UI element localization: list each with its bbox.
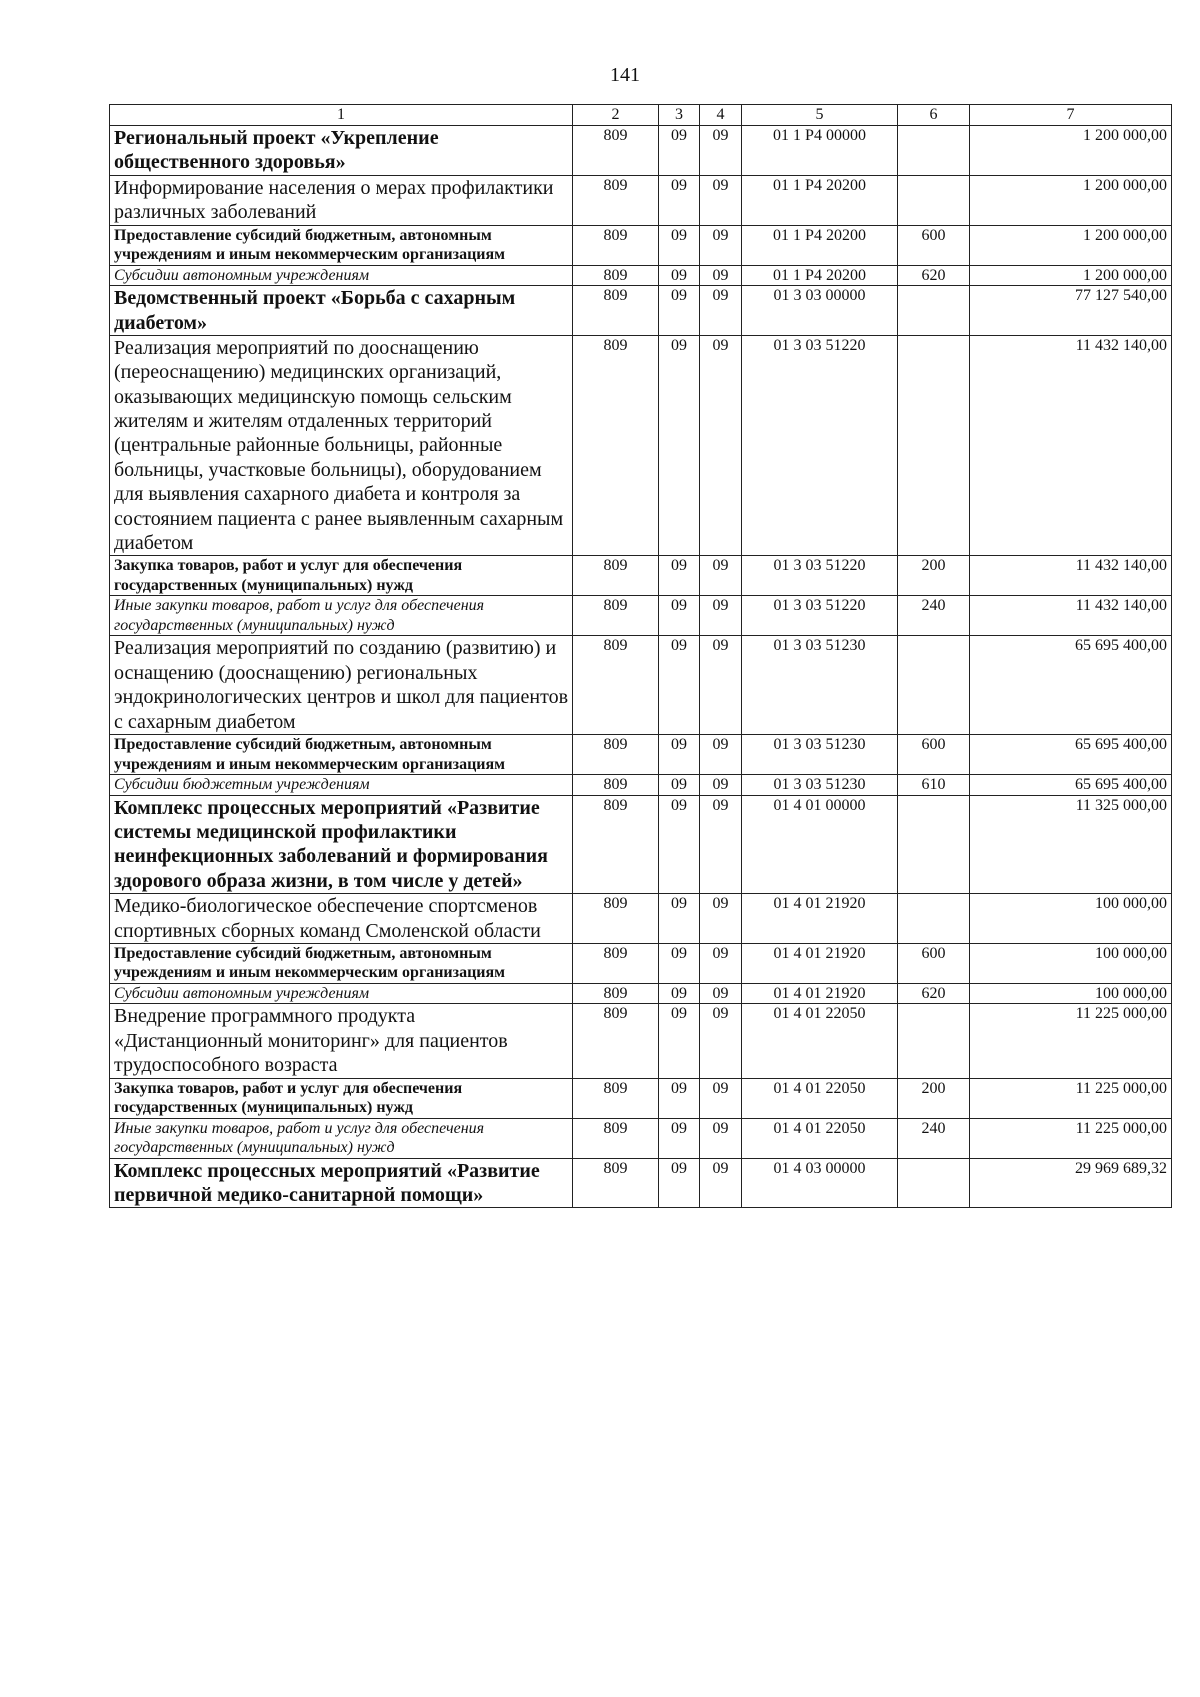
code-expense-type: 600 [898, 943, 970, 983]
code-section: 09 [659, 1118, 700, 1158]
item-name: Комплекс процессных мероприятий «Развитие системы медицинской профилактики неинфекционных заболеваний и формирования здорового образа жизни, в том числе у детей» [110, 795, 573, 894]
code-target-article: 01 1 Р4 20200 [742, 175, 898, 225]
table-row [110, 1078, 1172, 1118]
table-row [110, 335, 1172, 556]
amount: 65 695 400,00 [970, 735, 1172, 775]
item-name: Закупка товаров, работ и услуг для обеспечения государственных (муниципальных) нужд [110, 1078, 573, 1118]
code-expense-type [898, 175, 970, 225]
code-section: 09 [659, 983, 700, 1004]
code-expense-type [898, 1158, 970, 1208]
item-name: Медико-биологическое обеспечение спортсменов спортивных сборных команд Смоленской области [110, 894, 573, 944]
code-expense-type: 240 [898, 1118, 970, 1158]
code-section: 09 [659, 1004, 700, 1078]
code-target-article: 01 3 03 51220 [742, 556, 898, 596]
code-admin: 809 [573, 943, 659, 983]
code-section: 09 [659, 175, 700, 225]
code-admin: 809 [573, 795, 659, 894]
item-name: Реализация мероприятий по созданию (развитию) и оснащению (дооснащению) региональных эндокринологических центров и школ для пациентов с сахарным диабетом [110, 636, 573, 735]
code-expense-type [898, 1004, 970, 1078]
table-row [110, 596, 1172, 636]
code-subsection: 09 [700, 1078, 742, 1118]
code-expense-type: 600 [898, 735, 970, 775]
code-target-article: 01 4 01 22050 [742, 1078, 898, 1118]
code-expense-type: 240 [898, 596, 970, 636]
code-subsection: 09 [700, 735, 742, 775]
page-number: 141 [610, 64, 640, 86]
table-row [110, 894, 1172, 944]
code-subsection: 09 [700, 126, 742, 176]
table-row [110, 943, 1172, 983]
code-section: 09 [659, 636, 700, 735]
amount: 11 432 140,00 [970, 335, 1172, 556]
table-row [110, 1118, 1172, 1158]
code-expense-type: 200 [898, 556, 970, 596]
col-header-7: 7 [970, 105, 1172, 126]
code-subsection: 09 [700, 225, 742, 265]
code-subsection: 09 [700, 175, 742, 225]
code-subsection: 09 [700, 1004, 742, 1078]
code-admin: 809 [573, 596, 659, 636]
code-section: 09 [659, 225, 700, 265]
code-section: 09 [659, 1158, 700, 1208]
code-subsection: 09 [700, 265, 742, 286]
item-name: Субсидии бюджетным учреждениям [110, 775, 573, 796]
amount: 77 127 540,00 [970, 286, 1172, 336]
item-name: Предоставление субсидий бюджетным, автономным учреждениям и иным некоммерческим организациям [110, 943, 573, 983]
code-subsection: 09 [700, 795, 742, 894]
code-target-article: 01 3 03 51230 [742, 735, 898, 775]
table-row [110, 126, 1172, 176]
table-row [110, 775, 1172, 796]
item-name: Региональный проект «Укрепление общественного здоровья» [110, 126, 573, 176]
item-name: Предоставление субсидий бюджетным, автономным учреждениям и иным некоммерческим организациям [110, 225, 573, 265]
table-row [110, 175, 1172, 225]
item-name: Иные закупки товаров, работ и услуг для обеспечения государственных (муниципальных) нужд [110, 1118, 573, 1158]
code-target-article: 01 3 03 51230 [742, 775, 898, 796]
amount: 65 695 400,00 [970, 775, 1172, 796]
code-section: 09 [659, 556, 700, 596]
table-row [110, 225, 1172, 265]
amount: 1 200 000,00 [970, 175, 1172, 225]
code-admin: 809 [573, 175, 659, 225]
code-admin: 809 [573, 286, 659, 336]
code-section: 09 [659, 943, 700, 983]
amount: 1 200 000,00 [970, 265, 1172, 286]
code-section: 09 [659, 1078, 700, 1118]
code-subsection: 09 [700, 1118, 742, 1158]
code-target-article: 01 4 01 21920 [742, 894, 898, 944]
col-header-4: 4 [700, 105, 742, 126]
code-section: 09 [659, 735, 700, 775]
code-subsection: 09 [700, 775, 742, 796]
amount: 100 000,00 [970, 983, 1172, 1004]
item-name: Ведомственный проект «Борьба с сахарным диабетом» [110, 286, 573, 336]
amount: 11 432 140,00 [970, 556, 1172, 596]
item-name: Комплекс процессных мероприятий «Развитие первичной медико-санитарной помощи» [110, 1158, 573, 1208]
code-admin: 809 [573, 1078, 659, 1118]
amount: 29 969 689,32 [970, 1158, 1172, 1208]
amount: 100 000,00 [970, 943, 1172, 983]
table-row [110, 795, 1172, 894]
code-target-article: 01 3 03 51220 [742, 335, 898, 556]
budget-table [109, 104, 1172, 1208]
code-expense-type [898, 795, 970, 894]
code-admin: 809 [573, 1158, 659, 1208]
col-header-5: 5 [742, 105, 898, 126]
item-name: Закупка товаров, работ и услуг для обеспечения государственных (муниципальных) нужд [110, 556, 573, 596]
code-admin: 809 [573, 1118, 659, 1158]
item-name: Внедрение программного продукта «Дистанционный мониторинг» для пациентов трудоспособного возраста [110, 1004, 573, 1078]
code-subsection: 09 [700, 983, 742, 1004]
code-admin: 809 [573, 556, 659, 596]
code-target-article: 01 4 03 00000 [742, 1158, 898, 1208]
code-admin: 809 [573, 636, 659, 735]
col-header-1: 1 [110, 105, 573, 126]
code-admin: 809 [573, 225, 659, 265]
code-target-article: 01 1 Р4 20200 [742, 265, 898, 286]
code-target-article: 01 1 Р4 00000 [742, 126, 898, 176]
code-section: 09 [659, 596, 700, 636]
code-target-article: 01 4 01 21920 [742, 983, 898, 1004]
code-admin: 809 [573, 894, 659, 944]
amount: 65 695 400,00 [970, 636, 1172, 735]
code-admin: 809 [573, 775, 659, 796]
code-subsection: 09 [700, 335, 742, 556]
code-target-article: 01 3 03 51220 [742, 596, 898, 636]
code-section: 09 [659, 775, 700, 796]
table-row [110, 556, 1172, 596]
code-subsection: 09 [700, 1158, 742, 1208]
table-row [110, 735, 1172, 775]
code-section: 09 [659, 126, 700, 176]
item-name: Информирование населения о мерах профилактики различных заболеваний [110, 175, 573, 225]
amount: 11 225 000,00 [970, 1078, 1172, 1118]
code-section: 09 [659, 286, 700, 336]
amount: 11 225 000,00 [970, 1004, 1172, 1078]
table-row [110, 636, 1172, 735]
code-expense-type: 600 [898, 225, 970, 265]
item-name: Реализация мероприятий по дооснащению (переоснащению) медицинских организаций, оказывающих медицинскую помощь сельским жителям и жителям отдаленных территорий (центральные районные больницы, районные больницы, участковые больницы), оборудованием для выявления сахарного диабета и контроля за состоянием пациента с ранее выявленным сахарным диабетом [110, 335, 573, 556]
code-expense-type [898, 894, 970, 944]
item-name: Иные закупки товаров, работ и услуг для обеспечения государственных (муниципальных) нужд [110, 596, 573, 636]
code-subsection: 09 [700, 286, 742, 336]
code-target-article: 01 3 03 00000 [742, 286, 898, 336]
amount: 100 000,00 [970, 894, 1172, 944]
code-section: 09 [659, 894, 700, 944]
code-target-article: 01 1 Р4 20200 [742, 225, 898, 265]
code-subsection: 09 [700, 636, 742, 735]
code-expense-type: 200 [898, 1078, 970, 1118]
code-admin: 809 [573, 265, 659, 286]
item-name: Субсидии автономным учреждениям [110, 265, 573, 286]
code-target-article: 01 4 01 22050 [742, 1118, 898, 1158]
code-target-article: 01 4 01 21920 [742, 943, 898, 983]
amount: 1 200 000,00 [970, 126, 1172, 176]
code-expense-type: 620 [898, 265, 970, 286]
code-expense-type [898, 335, 970, 556]
code-admin: 809 [573, 335, 659, 556]
amount: 1 200 000,00 [970, 225, 1172, 265]
code-subsection: 09 [700, 943, 742, 983]
col-header-2: 2 [573, 105, 659, 126]
table-row [110, 1158, 1172, 1208]
code-admin: 809 [573, 1004, 659, 1078]
code-expense-type [898, 636, 970, 735]
code-subsection: 09 [700, 556, 742, 596]
code-admin: 809 [573, 126, 659, 176]
col-header-6: 6 [898, 105, 970, 126]
code-target-article: 01 4 01 22050 [742, 1004, 898, 1078]
code-target-article: 01 3 03 51230 [742, 636, 898, 735]
code-section: 09 [659, 335, 700, 556]
code-admin: 809 [573, 983, 659, 1004]
code-expense-type [898, 286, 970, 336]
item-name: Предоставление субсидий бюджетным, автономным учреждениям и иным некоммерческим организациям [110, 735, 573, 775]
header-row [110, 105, 1172, 126]
amount: 11 432 140,00 [970, 596, 1172, 636]
table-row [110, 265, 1172, 286]
code-subsection: 09 [700, 596, 742, 636]
amount: 11 325 000,00 [970, 795, 1172, 894]
table-row [110, 286, 1172, 336]
amount: 11 225 000,00 [970, 1118, 1172, 1158]
code-section: 09 [659, 265, 700, 286]
code-subsection: 09 [700, 894, 742, 944]
code-expense-type: 610 [898, 775, 970, 796]
col-header-3: 3 [659, 105, 700, 126]
table-row [110, 1004, 1172, 1078]
table-row [110, 983, 1172, 1004]
code-admin: 809 [573, 735, 659, 775]
code-target-article: 01 4 01 00000 [742, 795, 898, 894]
item-name: Субсидии автономным учреждениям [110, 983, 573, 1004]
code-expense-type: 620 [898, 983, 970, 1004]
code-section: 09 [659, 795, 700, 894]
code-expense-type [898, 126, 970, 176]
